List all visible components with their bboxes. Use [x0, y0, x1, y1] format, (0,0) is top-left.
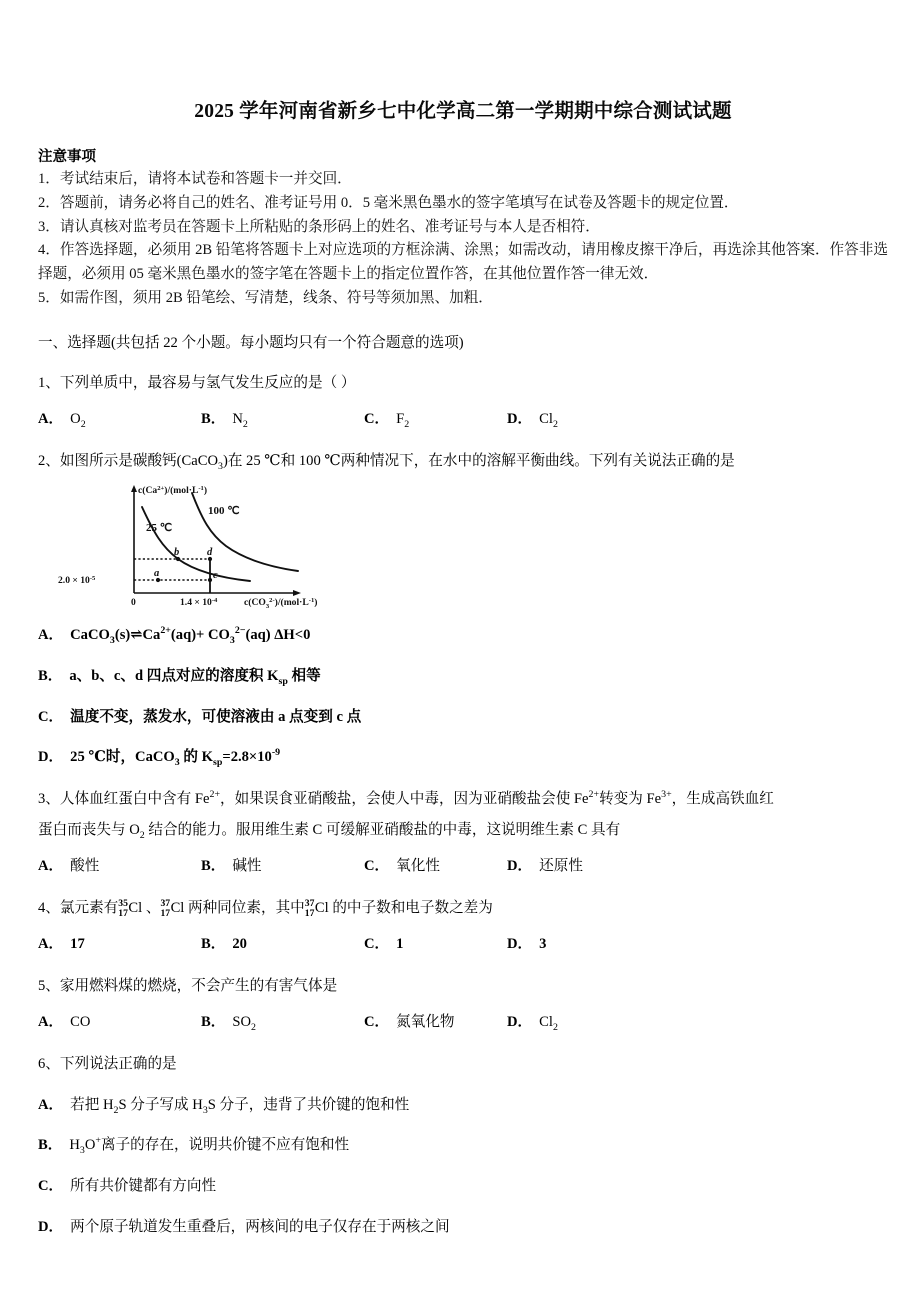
question-2-stem-part1: 2、如图所示是碳酸钙(CaCO: [38, 452, 218, 469]
option-d-label: D．: [38, 749, 64, 766]
notice-heading: 注意事项: [38, 149, 96, 166]
question-6: [38, 1050, 888, 1241]
option-a-sub: 2: [80, 418, 86, 430]
option-b-text: N: [232, 411, 243, 428]
option-c[interactable]: [364, 406, 507, 434]
question-1-options: [38, 406, 888, 434]
option-b-text: 碱性: [232, 858, 262, 874]
chart-svg: [58, 481, 358, 609]
q3-l2-p2: 结合的能力。服用维生素 C 可缓解亚硝酸盐的中毒，这说明维生素 C 具有: [144, 821, 621, 838]
option-b-sub: 2: [250, 1022, 256, 1034]
question-2-stem-sub: 3: [218, 460, 223, 472]
q4-p1: 4、氯元素有: [38, 899, 119, 916]
q3-l2-p1: 蛋白而丧失与 O: [38, 821, 140, 838]
q6-a-p3: S 分子，违背了共价键的饱和性: [207, 1096, 410, 1113]
question-5-stem: 5、家用燃料煤的燃烧，不会产生的有害气体是: [38, 977, 338, 994]
q6-b-p1: H: [69, 1137, 80, 1154]
q3-l2-s1: 2: [139, 829, 145, 841]
option-d[interactable]: [507, 406, 670, 434]
notice-list: [38, 168, 888, 310]
question-3-options: [38, 853, 888, 881]
option-d-label: D．: [507, 858, 533, 874]
option-a[interactable]: [38, 1092, 888, 1120]
q6-b-p2: O: [84, 1137, 96, 1154]
option-d-text3: =2.8×10: [222, 749, 272, 766]
option-a[interactable]: [38, 853, 201, 881]
q6-a-s2: 3: [202, 1104, 208, 1116]
option-d-sub1: 3: [174, 757, 180, 769]
option-a[interactable]: [38, 406, 201, 434]
page-title: 2025 学年河南省新乡七中化学高二第一学期期中综合测试试题: [194, 101, 732, 122]
option-b-label: B．: [38, 667, 63, 684]
question-4: [38, 894, 888, 959]
option-b-label: B．: [38, 1137, 63, 1154]
option-a-text1: CaCO: [70, 627, 110, 644]
option-d-text: Cl: [539, 411, 553, 428]
point-c: [208, 578, 212, 582]
question-3-stem-line1: [38, 785, 888, 813]
option-a[interactable]: [38, 622, 888, 650]
option-a-label: A．: [38, 1096, 64, 1113]
option-d[interactable]: [507, 931, 670, 959]
option-d-text: 3: [539, 936, 547, 953]
option-d-sub: 2: [552, 418, 558, 430]
q6-c-text: 所有共价键都有方向性: [70, 1177, 217, 1194]
option-c-text: 温度不变，蒸发水，可使溶液由 a 点变到 c 点: [70, 708, 362, 725]
option-a-label: A．: [38, 1014, 64, 1031]
q4-p4: Cl 的中子数和电子数之差为: [314, 899, 493, 916]
q3-l1-s3: 3+: [661, 789, 672, 801]
option-d-text: Cl: [539, 1014, 553, 1031]
point-a-label: a: [154, 568, 160, 580]
option-b-sub: 2: [242, 418, 248, 430]
q6-a-p2: S 分子写成 H: [118, 1096, 203, 1113]
question-4-stem: [38, 894, 888, 922]
option-b-text2: 相等: [287, 667, 321, 684]
question-1-stem: 1、下列单质中，最容易与氢气发生反应的是（ ）: [38, 374, 356, 391]
q6-a-s1: 2: [113, 1104, 119, 1116]
question-6-stem: 6、下列说法正确的是: [38, 1056, 177, 1073]
option-a[interactable]: [38, 931, 201, 959]
equilibrium-arrow-icon: ⇌: [130, 627, 143, 644]
notice-item: 3．请认真核对监考员在答题卡上所粘贴的条形码上的姓名、准考证号与本人是否相符．: [38, 218, 600, 235]
q3-l1-p1: 3、人体血红蛋白中含有 Fe: [38, 791, 210, 808]
option-c[interactable]: [38, 704, 888, 732]
question-5-options: [38, 1009, 888, 1037]
option-d-sub: 2: [552, 1022, 558, 1034]
option-a-label: A．: [38, 858, 64, 874]
option-c-label: C．: [364, 411, 390, 428]
option-b[interactable]: [38, 1132, 888, 1160]
option-a-text4: (aq)+ CO: [170, 627, 230, 644]
option-c-label: C．: [364, 1014, 390, 1031]
option-d-label: D．: [507, 411, 533, 428]
option-d[interactable]: [507, 1009, 670, 1037]
option-b-text1: a、b、c、d 四点对应的溶度积 K: [69, 667, 279, 684]
q6-a-p1: 若把 H: [70, 1096, 114, 1113]
option-a-text: 酸性: [70, 858, 100, 874]
question-5: [38, 972, 888, 1037]
series-label-25c: 25 ℃: [146, 522, 173, 535]
x-tick-label-one: $1.4 \times 10^{-4}$: [180, 597, 218, 609]
option-c-sub: 2: [404, 418, 410, 430]
option-d-label: D．: [507, 1014, 533, 1031]
q3-l1-p2: ，如果误食亚硝酸盐，会使人中毒，因为亚硝酸盐会使 Fe: [220, 791, 589, 808]
option-d[interactable]: [38, 1214, 888, 1242]
q4-p2: Cl 、: [128, 899, 161, 916]
option-b-text: SO: [232, 1014, 251, 1031]
question-6-options: [38, 1092, 888, 1242]
option-c[interactable]: [364, 931, 507, 959]
series-label-100c: 100 ℃: [208, 505, 240, 518]
point-d-label: d: [207, 547, 213, 559]
option-a-sub2: 3: [229, 635, 235, 647]
question-2-options: [38, 622, 888, 772]
option-c-label: C．: [364, 858, 390, 874]
option-b-sub: sp: [278, 675, 288, 687]
option-b[interactable]: [38, 663, 888, 691]
question-2-stem-part2: )在 25 ℃和 100 ℃两种情况下，在水中的溶解平衡曲线。下列有关说法正确的是: [222, 452, 735, 469]
x-axis-arrow: [293, 590, 301, 596]
point-c-label: c: [213, 570, 218, 582]
option-a-text: O: [70, 411, 81, 428]
option-a-text2: (s): [114, 627, 131, 644]
option-d-sub2: sp: [213, 757, 223, 769]
q6-d-text: 两个原子轨道发生重叠后，两核间的电子仅存在于两核之间: [70, 1218, 450, 1235]
option-c-label: C．: [38, 1177, 64, 1194]
option-b[interactable]: [201, 931, 364, 959]
option-b[interactable]: [201, 406, 364, 434]
option-d[interactable]: [507, 853, 670, 881]
q3-l1-p4: ，生成高铁血红: [671, 791, 774, 808]
solubility-equilibrium-chart: [58, 481, 358, 609]
y-axis-arrow: [131, 485, 137, 492]
option-d-text: 还原性: [539, 858, 583, 874]
isotope-notation-2: 37 17: [160, 898, 171, 920]
question-3-stem-line2: [38, 816, 888, 844]
section-heading: 一、选择题(共包括 22 个小题。每小题均只有一个符合题意的选项): [38, 335, 464, 352]
option-c-label: C．: [364, 936, 390, 953]
isotope-notation-1: 35 17: [118, 898, 128, 920]
option-a-text: 17: [70, 936, 85, 953]
option-a-sup1: 2+: [160, 625, 171, 637]
option-b-label: B．: [201, 858, 226, 874]
option-c-text: 1: [396, 936, 404, 953]
y-tick-label: $2.0 \times 10^{-5}$: [58, 575, 96, 587]
option-a-sup2: 2−: [234, 625, 246, 637]
q3-l1-s2: 2+: [588, 789, 600, 801]
option-c-text: 氧化性: [396, 858, 440, 874]
page-content: [38, 0, 888, 1241]
question-3: [38, 785, 888, 881]
q3-l1-s1: 2+: [209, 789, 221, 801]
option-b-label: B．: [201, 411, 226, 428]
point-b-label: b: [174, 547, 180, 559]
option-a-text5: (aq) ΔH<0: [245, 627, 311, 644]
option-d[interactable]: [38, 744, 888, 772]
q6-b-p3: 离子的存在，说明共价键不应有饱和性: [100, 1137, 350, 1154]
option-a[interactable]: [38, 1009, 201, 1037]
option-c[interactable]: [364, 1009, 507, 1037]
option-b-text: 20: [232, 936, 247, 953]
option-d-label: D．: [38, 1218, 64, 1235]
option-d-sup: -9: [271, 747, 281, 759]
option-c-text: F: [396, 411, 405, 428]
option-d-label: D．: [507, 936, 533, 953]
option-a-text3: Ca: [142, 627, 161, 644]
q4-p3: Cl 两种同位素，其中: [170, 899, 305, 916]
option-b-label: B．: [201, 936, 226, 953]
notice-item: 2．答题前，请务必将自己的姓名、准考证号用 0．5 毫米黑色墨水的签字笔填写在试卷及答题卡的规定位置．: [38, 195, 739, 212]
q6-b-s1: 3: [79, 1145, 85, 1157]
option-c-text: 氮氧化物: [396, 1014, 455, 1031]
option-b[interactable]: [201, 1009, 364, 1037]
option-c[interactable]: [364, 853, 507, 881]
option-a-label: A．: [38, 936, 64, 953]
x-tick-label-zero: 0: [131, 597, 136, 609]
question-4-options: [38, 931, 888, 959]
option-a-label: A．: [38, 411, 64, 428]
q3-l1-p3: 转变为 Fe: [599, 791, 662, 808]
question-1: [38, 369, 888, 434]
q6-b-sup1: +: [95, 1135, 101, 1147]
option-b-label: B．: [201, 1014, 226, 1031]
option-c[interactable]: [38, 1173, 888, 1201]
option-a-text: CO: [70, 1014, 91, 1031]
option-c-label: C．: [38, 708, 64, 725]
option-d-text1: 25 ℃时，CaCO: [70, 749, 175, 766]
x-axis-label: $c(CO_3^{2-})/(mol\cdot L^{-1})$: [244, 597, 318, 610]
question-2-stem: [38, 447, 888, 475]
option-b[interactable]: [201, 853, 364, 881]
notice-item: 5．如需作图，须用 2B 铅笔绘、写清楚，线条、符号等须加黑、加粗．: [38, 289, 493, 306]
notice-item: 1．考试结束后，请将本试卷和答题卡一并交回．: [38, 171, 352, 188]
question-2: [38, 447, 888, 772]
option-a-sub1: 3: [109, 635, 115, 647]
isotope-notation-3: 37 17: [304, 898, 315, 920]
notice-item: 4．作答选择题，必须用 2B 铅笔将答题卡上对应选项的方框涂满、涂黑；如需改动，请用橡皮擦干净后，再选涂其他答案．作答非选择题，必须用 05 毫米黑色墨水的签字笔在答题卡上的指定位置作答，在其他位置作答一律无效．: [38, 242, 888, 282]
y-axis-label: $c(Ca^{2+})/(mol\cdot L^{-1})$: [138, 485, 208, 497]
option-d-text2: 的 K: [179, 749, 213, 766]
option-a-label: A．: [38, 627, 64, 644]
